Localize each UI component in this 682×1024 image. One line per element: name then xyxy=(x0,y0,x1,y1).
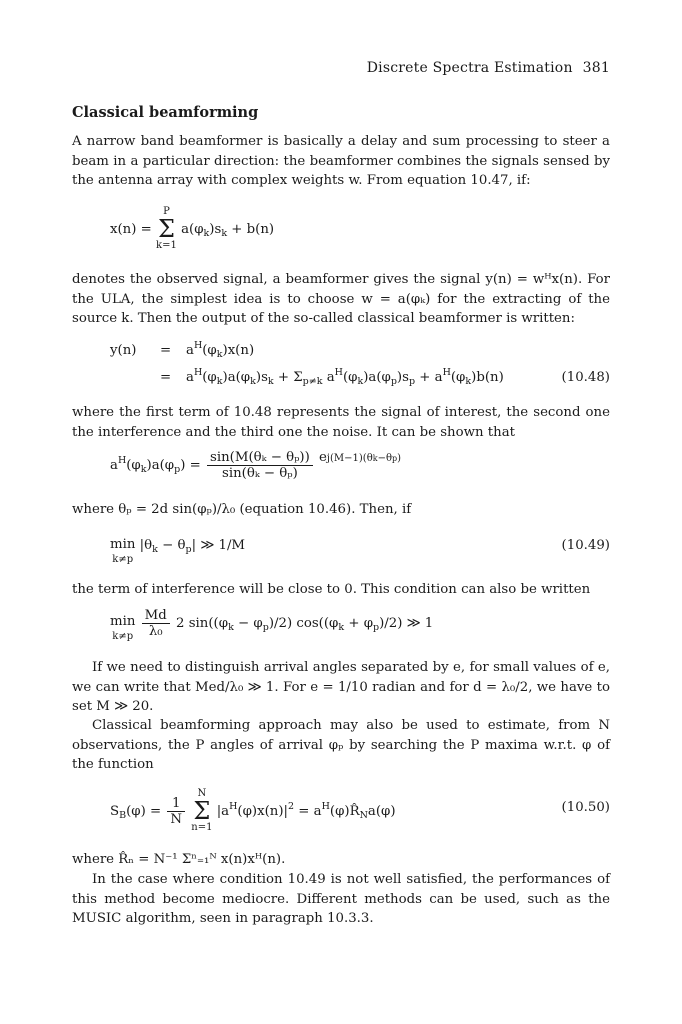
equation-number-10-50: (10.50) xyxy=(561,800,610,815)
paragraph-interference: the term of interference will be close to 0. This condition can also be written xyxy=(72,582,591,597)
section-heading: Classical beamforming xyxy=(72,104,259,121)
paragraph-covariance-def: where R̂ₙ = N⁻¹ Σⁿ₌₁ᴺ x(n)xᴴ(n). xyxy=(72,852,286,867)
paragraph-angle-separation: If we need to distinguish arrival angles separated by e, for small values of e, we can write that Med/λ₀ ≫ 1. For e = 1/10 radian and for d = λ₀/2, we have to set M ≫ 20. xyxy=(72,660,610,715)
equation-array-response-product: $a^H(\varphi_k)a(\varphi_p)$ = $\frac{\text{sin(M(θₖ − θₚ))}}{\text{sin(θₖ − θₚ)}}$ ej(M−1)(θk−θp) xyxy=(110,450,402,481)
equation-aa-numerator: sin(M(θₖ − θₚ)) xyxy=(207,450,313,466)
equation-min2-frac-num: Md xyxy=(142,608,170,624)
equation-number-10-48: (10.48) xyxy=(561,370,610,385)
page-number: 381 xyxy=(582,60,610,76)
equation-min-condition-rewritten: min k≠p $\frac{Md}{\text{λ₀}}$ 2 $\sin((\varphi_k - \varphi_p)/2) \cos((\varphi_k + \varphi_p)/2)$ ≫ 1 xyxy=(110,608,434,642)
running-header-title: Discrete Spectra Estimation xyxy=(366,60,573,76)
equation-beamformer-spectrum: $S_B(\varphi)$ = $\frac{1}{N}$ N Σ n=1 $|a^H(\varphi)x(n)|^2$ = $a^H(\varphi)R̂_Na(\varphi)$ xyxy=(110,788,396,833)
equation-min2-frac-den: λ₀ xyxy=(148,624,163,639)
equation-min-condition: min k≠p $|\theta_k - \theta_p|$ ≫ 1/M xyxy=(110,537,246,565)
paragraph-terms: where the first term of 10.48 represents the signal of interest, the second one the interference and the third one the noise. It can be shown that xyxy=(72,405,610,440)
running-header xyxy=(367,60,610,76)
equation-observed-signal: x(n) = P Σ k=1 $a(\varphi_k)s_k + b(n)$ xyxy=(110,206,275,251)
paragraph-theta-def: where θₚ = 2d sin(φₚ)/λ₀ (equation 10.46). Then, if xyxy=(72,502,412,517)
equation-y-line2: = $a^H(\varphi_k)a(\varphi_k)s_k + \Sigma_{p\ne k}$ $a^H(\varphi_k)a(\varphi_p)s_p + a^H(\varphi_k)b(n)$ xyxy=(160,367,504,387)
paragraph-doa-estimation: Classical beamforming approach may also be used to estimate, from N observations, the P angles of arrival φₚ by searching the P maxima w.r.t. φ of the function xyxy=(72,718,610,773)
paragraph-intro: A narrow band beamformer is basically a delay and sum processing to steer a beam in a particular direction: the beamformer combines the signals sensed by the antenna array with complex weights w. From equation 10.47, if: xyxy=(72,134,610,189)
equation-number-10-49: (10.49) xyxy=(561,538,610,553)
equation-sb-frac-num: 1 xyxy=(167,796,185,812)
equation-sb-frac-den: N xyxy=(170,811,183,827)
paragraph-beamformer-output: denotes the observed signal, a beamformer gives the signal y(n) = wᴴx(n). For the ULA, the simplest idea is to choose w = a(φₖ) for the extracting of the source k. Then the output of the so-called classical beamformer is written: xyxy=(72,272,610,327)
paragraph-conclusion: In the case where condition 10.49 is not well satisfied, the performances of this method become mediocre. Different methods can be used, such as the MUSIC algorithm, seen in paragraph 10.3.3. xyxy=(72,872,610,927)
equation-aa-denominator: sin(θₖ − θₚ) xyxy=(222,466,298,481)
equation-y-line1: $y(n) = a^H(\varphi_k)x(n)$ xyxy=(110,340,255,360)
